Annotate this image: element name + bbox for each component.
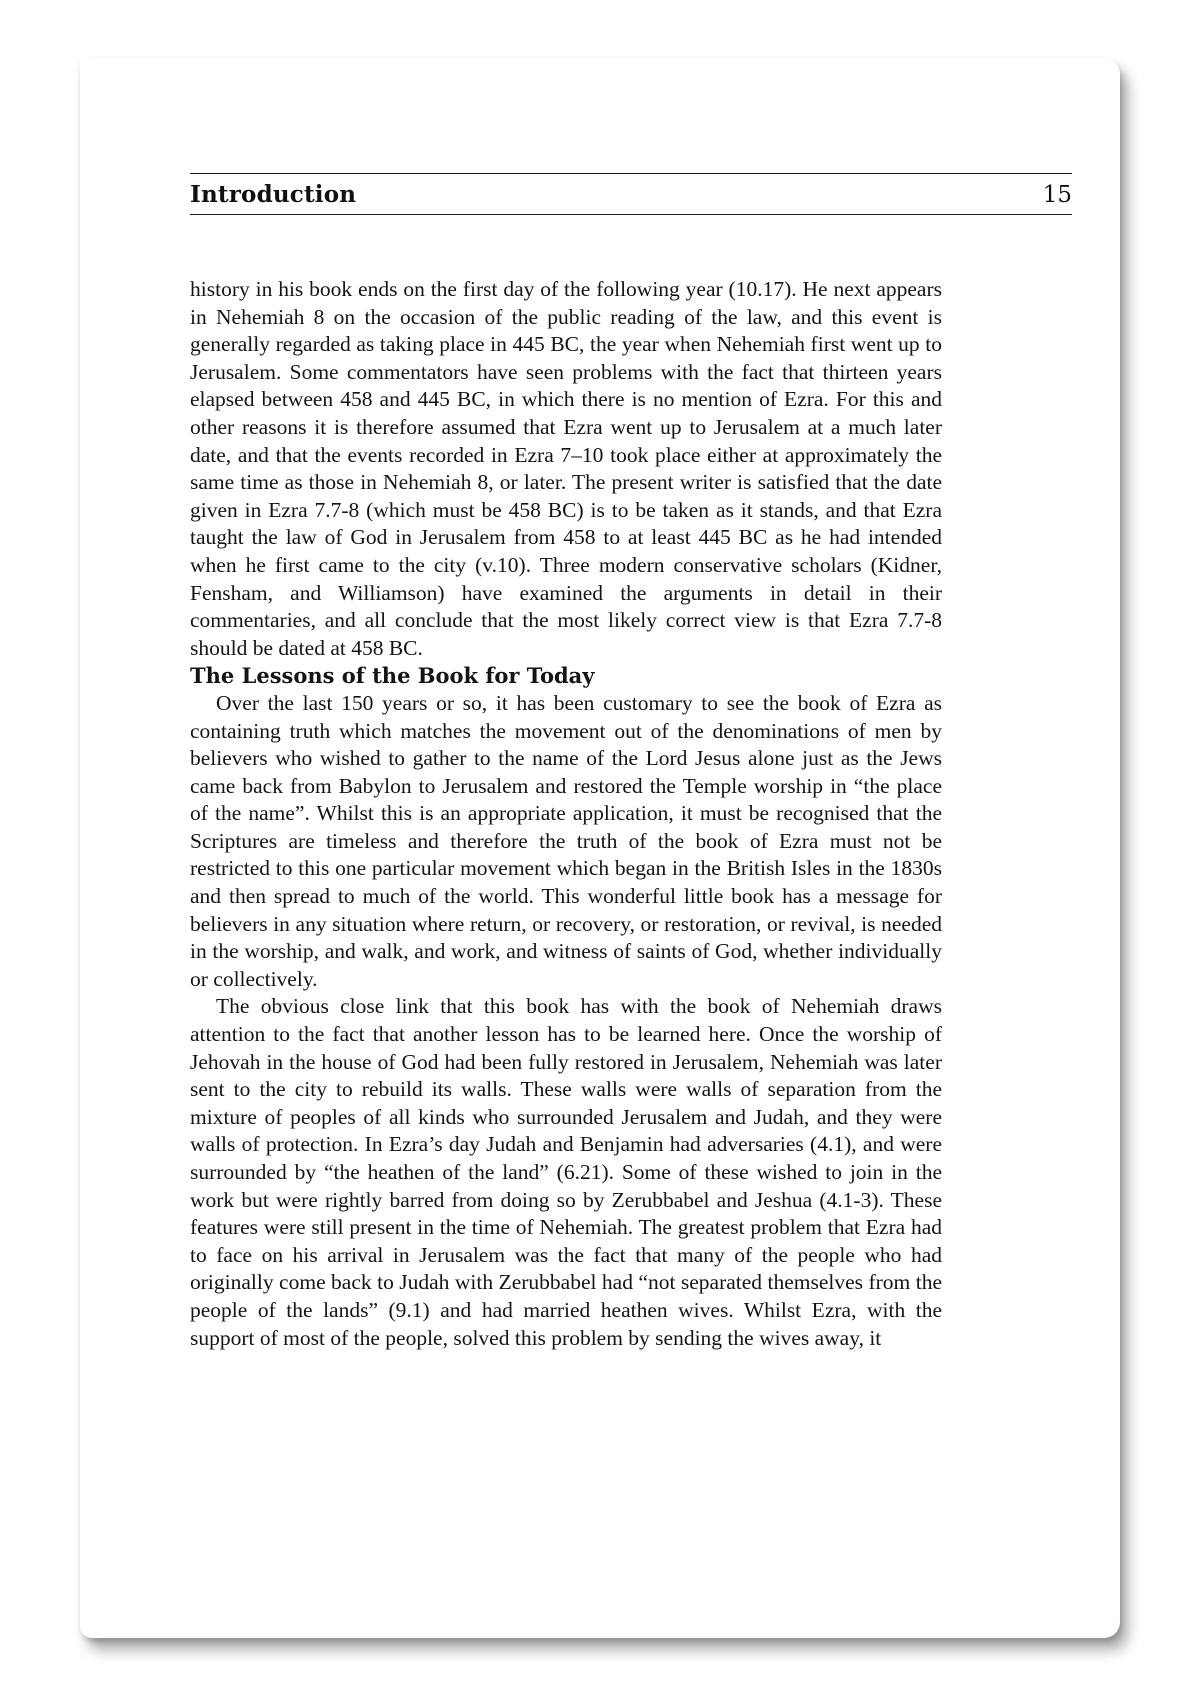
section-heading: The Lessons of the Book for Today (190, 663, 595, 689)
paragraph-lessons-movement: Over the last 150 years or so, it has been customary to see the book of Ezra as containing truth which matches the movement out of the denominations of men by believers who wished to gather to the name of the Lord Jesus alone just as the Jews came back from Babylon to Jerusalem and restored the Temple worship in “the place of the name”. Whilst this is an appropriate application, it must be recognised that the Scriptures are timeless and therefore the truth of the book of Ezra must not be restricted to this one particular movement which began in the British Isles in the 1830s and then spread to much of the world. This wonderful little book has a message for believers in any situation where return, or recovery, or restoration, or revival, is needed in the worship, and walk, and work, and witness of saints of God, whether individually or collectively. (190, 690, 942, 991)
chapter-title: Introduction (190, 181, 357, 208)
running-header (190, 173, 1072, 215)
paragraph-link-with-nehemiah: The obvious close link that this book has with the book of Nehemiah draws attention to the fact that another lesson has to be learned here. Once the worship of Jehovah in the house of God had been fully restored in Jerusalem, Nehemiah was later sent to the city to rebuild its walls. These walls were walls of separation from the mixture of peoples of all kinds who surrounded Jerusalem and Judah, and they were walls of protection. In Ezra’s day Judah and Benjamin had adversaries (4.1), and were surrounded by “the heathen of the land” (6.21). Some of these wished to join in the work but were rightly barred from doing so by Zerubbabel and Jeshua (4.1-3). These features were still present in the time of Nehemiah. The greatest problem that Ezra had to face on his arrival in Jerusalem was the fact that many of the people who had originally come back to Judah with Zerubbabel had “not separated themselves from the people of the lands” (9.1) and had married heathen wives. Whilst Ezra, with the support of most of the people, solved this problem by sending the wives away, it (190, 994, 942, 1350)
paragraph-dating-of-ezra: history in his book ends on the first day of the following year (10.17). He next appears in Nehemiah 8 on the occasion of the public reading of the law, and this event is generally regarded as taking place in 445 BC, the year when Nehemiah first went up to Jerusalem. Some commentators have seen problems with the fact that thirteen years elapsed between 458 and 445 BC, in which there is no mention of Ezra. For this and other reasons it is therefore assumed that Ezra went up to Jerusalem at a much later date, and that the events recorded in Ezra 7–10 took place either at approximately the same time as those in Nehemiah 8, or later. The present writer is satisfied that the date given in Ezra 7.7-8 (which must be 458 BC) is to be taken as it stands, and that Ezra taught the law of God in Jerusalem from 458 to at least 445 BC as he had intended when he first came to the city (v.10). Three modern conservative scholars (Kidner, Fensham, and Williamson) have examined the arguments in detail in their commentaries, and all conclude that the most likely correct view is that Ezra 7.7-8 should be dated at 458 BC. (190, 277, 942, 660)
page-body-text (190, 276, 942, 1352)
page-number: 15 (1042, 182, 1072, 208)
